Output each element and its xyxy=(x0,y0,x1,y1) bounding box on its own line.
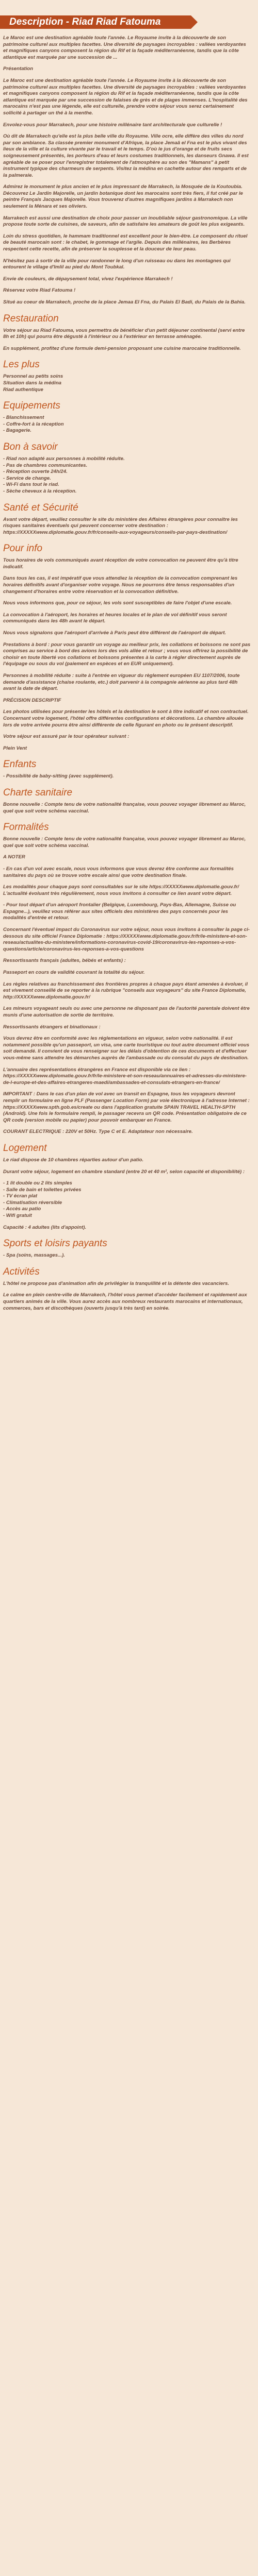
paragraph: Loin du stress quotidien, le hammam traditionnel est excellent pour le bien-être. Le composent du rituel de beauté marocain sont : le chabet, le gommage et l'argile. Depuis des millénaires, les Berbères respectent cette recette, afin de préserver la souplesse et la douceur de leur peau. xyxy=(3,233,248,252)
list-item: Situation dans la médina xyxy=(3,380,62,386)
section-plus xyxy=(3,359,251,393)
list-item: - Bagagerie. xyxy=(3,428,31,434)
list-item: - Accès au patio xyxy=(3,1206,41,1212)
section-sante xyxy=(3,502,251,536)
list-item: - Coffre-fort à la réception xyxy=(3,421,64,427)
paragraph: Dans tous les cas, il est impératif que vous attendiez la réception de la convocation comprenant les horaires définitifs avant d'organiser votre voyage. Nous ne pourrons être tenus responsables d'un changement d'horaires entre votre réservation et la convocation définitive. xyxy=(3,575,238,595)
paragraph: Les règles relatives au franchissement des frontières propres à chaque pays étant amenées à évoluer, il est vivement conseillé de se reporter à la rubrique "conseils aux voyageurs" du site France Diplomatie, http://XXXXXwww.diplomatie.gouv.fr/ xyxy=(3,981,248,1000)
paragraph: COURANT ELECTRIQUE : 220V et 50Hz. Type C et E. Adaptateur non nécessaire. xyxy=(3,1129,193,1135)
section-bonasavoir xyxy=(3,442,251,495)
paragraph: PRÉCISION DESCRIPTIF xyxy=(3,697,61,703)
paragraph: Les mineurs voyageant seuls ou avec une personne ne disposant pas de l'autorité parentale doivent être munis d'une autorisation de sortie de territoire. xyxy=(3,1006,250,1018)
paragraph: L'annuaire des représentations étrangères en France est disponible via ce lien : https://XXXXXwww.diplomatie.gouv.fr/fr/le-ministere-et-son-reseau/annuaires-et-adresses-du-ministere-de-l-europe-et-des-affaires-etrangeres-maedi/ambassades-et-consulats-etrangers-en-france/ xyxy=(3,1066,247,1086)
section-heading-formalites: Formalités xyxy=(3,822,49,833)
paragraph: Nous vous signalons que l'aéroport d'arrivée à Paris peut être différent de l'aéroport de départ. xyxy=(3,630,227,636)
list-item: - Sèche cheveux à la réception. xyxy=(3,488,77,494)
list-item: Riad authentique xyxy=(3,386,43,393)
list-item: - TV écran plat xyxy=(3,1193,38,1199)
paragraph: Vous devrez être en conformité avec les réglementations en vigueur, selon votre nationalité. Il est notamment possible qu'un passeport, un visa, une carte touristique ou tout autre document officiel vous soit demandé. Il convient de vous renseigner sur les délais d'obtention de ces documents et d'effectuer vous-même sans attendre les démarches auprès de l'ambassade ou du consulat du pays de destination. xyxy=(3,1036,250,1061)
paragraph: - Spa (soins, massages...). xyxy=(3,1252,65,1259)
paragraph: En supplément, profitez d'une formule demi-pension proposant une cuisine marocaine traditionnelle. xyxy=(3,345,241,351)
bullet-list xyxy=(3,1180,251,1219)
paragraph: Plein Vent xyxy=(3,745,27,751)
section-heading-equipements: Equipements xyxy=(3,400,60,412)
paragraph: Prestations à bord : pour vous garantir un voyage au meilleur prix, les collations et boissons ne sont pas comprises au service à bord des avions lors des vols allée et retour ; vous vous offrirez la possibilité de choisir en toute liberté vos collations et boissons présentes à la carte à régler directement auprès de l'équipage ou sous du vol (paiement en espèces et en EUR uniquement). xyxy=(3,641,251,667)
paragraph: Tous horaires de vols communiqués avant réception de votre convocation ne peuvent être qu'à titre indicatif. xyxy=(3,557,238,570)
list-item: - Réception ouverte 24h/24. xyxy=(3,469,68,475)
section-sports xyxy=(3,1238,251,1259)
section-activites xyxy=(3,1266,251,1312)
section-charte xyxy=(3,787,251,815)
paragraph: Où dit de Marrakech qu'elle est la plus belle ville du Royaume. Ville ocre, elle diffère des villes du nord par son ambiance. Sa classée premier monument d'Afrique, la place Jemaâ el Fna est le plus vivant des lieux de la ville et la culture vivante par le travail et le temps. D'où le jus d'orange et de fruits secs soigneusement présentés, les porteurs d'eau et leurs costumes traditionnels, les danseurs Gnawa. Il est agréable de se poser pour l'enregistrer totalement de l'atmosphère au son des "Mamans" à petit instrument typique des charmeurs de serpents. Visitez la médina en cachette autour des remparts et de la palmeraie. xyxy=(3,133,249,178)
paragraph: Situé au coeur de Marrakech, proche de la place Jemaa El Fna, du Palais El Badi, du Palais de la Bahia. xyxy=(3,299,246,305)
paragraph: Votre séjour est assuré par le tour opérateur suivant : xyxy=(3,734,130,740)
description-content xyxy=(3,35,251,1312)
paragraph: Envolez-vous pour Marrakech, pour une histoire millénaire tant architecturale que culturelle ! xyxy=(3,122,222,128)
paragraph: Capacité : 4 adultes (lits d'appoint). xyxy=(3,1224,87,1230)
list-item: - Pas de chambres communicantes. xyxy=(3,462,88,468)
list-item: Personnel au petits soins xyxy=(3,374,63,380)
list-item: - Salle de bain et toilettes privées xyxy=(3,1187,82,1193)
section-heading-sports: Sports et loisirs payants xyxy=(3,1238,107,1249)
paragraph: Ressortissants étrangers et binationaux : xyxy=(3,1024,101,1030)
paragraph: Les photos utilisées pour présenter les hôtels et la destination le sont à titre indicatif et non contractuel. Concernant votre logement, l'hôtel offre différentes configurations et décorations. La chambre allouée lors de votre arrivée pourra être ainsi différente de celle figurant en photo ou le présent descriptif. xyxy=(3,709,249,728)
paragraph: N'hésitez pas à sortir de la ville pour randonner le long d'un ruisseau ou dans les montagnes qui entourent le village d'Imlil au pied du Mont Toubkal. xyxy=(3,258,231,270)
section-logement xyxy=(3,1143,251,1231)
section-heading-restauration: Restauration xyxy=(3,313,59,324)
list-item: - Service de change. xyxy=(3,475,51,481)
bullet-list xyxy=(3,456,251,495)
section-heading-logement: Logement xyxy=(3,1142,47,1154)
section-heading-bonasavoir: Bon à savoir xyxy=(3,441,58,452)
section-heading-sante: Santé et Sécurité xyxy=(3,502,78,513)
section-equipements xyxy=(3,400,251,434)
paragraph: Le calme en plein centre-ville de Marrakech, l'hôtel vous permet d'accéder facilement et rapidement aux quartiers animés de la ville. Vous aurez accès aux nombreux restaurants marocains et internationaux, commerces, bars et discothèques (ouverts jusqu'à très tard) en soirée. xyxy=(3,1292,247,1311)
paragraph: L'hôtel ne propose pas d'animation afin de privilégier la tranquillité et la détente des vacanciers. xyxy=(3,1280,229,1286)
paragraph: Nous vous informons que, pour ce séjour, les vols sont susceptibles de faire l'objet d'une escale. xyxy=(3,600,232,606)
paragraph: Le riad dispose de 10 chambres réparties autour d'un patio. xyxy=(3,1157,144,1163)
paragraph: Bonne nouvelle : Compte tenu de votre nationalité française, vous pouvez voyager librement au Maroc, quel que soit votre schéma vaccinal. xyxy=(3,836,246,849)
paragraph: Envie de couleurs, de dépaysement total, vivez l'expérience Marrakech ! xyxy=(3,276,173,282)
list-item: - Climatisation réversible xyxy=(3,1199,62,1206)
section-enfants xyxy=(3,759,251,780)
paragraph: Les modalités pour chaque pays sont consultables sur le site https://XXXXXwww.diplomatie.gouv.fr/ L'actualité évoluant très régulièrement, nous vous invitons à consulter ce lien avant votre départ. xyxy=(3,884,239,896)
section-heading-charte: Charte sanitaire xyxy=(3,787,73,798)
paragraph: Présentation xyxy=(3,66,34,72)
list-item: - Riad non adapté aux personnes à mobilité réduite. xyxy=(3,455,125,462)
paragraph: Le Maroc est une destination agréable toute l'année. Le Royaume invite à la découverte de son patrimoine culturel aux multiples facettes. Une diversité de paysages incroyables : vallées verdoyantes et magnifiques canyons composent la région du Rif et la façade méditerranéenne, tandis que la côte atlantique est marquée par une succession de falaises de grès et de plages immenses. L'hospitalité des marocains n'est pas une légende, elle est culturelle, prendre votre séjour vous serez certainement sollicité à partager un thé à la menthe. xyxy=(3,77,248,116)
paragraph: Réservez votre Riad Fatouma ! xyxy=(3,287,76,294)
list-item: - 1 lit double ou 2 lits simples xyxy=(3,1180,72,1187)
paragraph: Votre séjour au Riad Fatouma, vous permettra de bénéficier d'un petit déjeuner continental (servi entre 8h et 10h) qui pourra être dégusté à l'intérieur ou à l'extérieur en terrasse aménagée. xyxy=(3,327,245,340)
paragraph: - En cas d'un vol avec escale, nous vous informons que vous devrez être conforme aux formalités sanitaires du pays où se trouve votre escale ainsi que votre destination finale. xyxy=(3,866,234,878)
paragraph: Avant votre départ, veuillez consulter le site du ministère des Affaires étrangères pour connaître les risques sanitaires éventuels qui peuvent concerner votre destination : https://XXXXXwww.diplomatie.gouv.fr/fr/conseils-aux-voyageurs/conseils-par-pays-destination/ xyxy=(3,516,238,535)
section-info xyxy=(3,543,251,752)
paragraph: - Pour tout départ d'un aéroport frontalier (Belgique, Luxembourg, Pays-Bas, Allemagne, Suisse ou Espagne...), veuillez vous référer aux sites officiels des ministères des pays concernés pour les modalités d'entrée et retour. xyxy=(3,902,236,921)
paragraph: A NOTER xyxy=(3,854,25,860)
paragraph: Marrakech est aussi une destination de choix pour passer un inoubliable séjour gastronomique. La ville propose toute sorte de cuisines, de saveurs, afin de satisfaire les amateurs de goût les plus exigeants. xyxy=(3,215,248,228)
section-heading-activites: Activités xyxy=(3,1266,40,1277)
paragraph: Personnes à mobilité réduite : suite à l'entrée en vigueur du règlement européen EU 1107/2006, toute demande d'assistance (chaise roulante, etc.) doit parvenir à la compagnie aérienne au plus tard 48h avant la date de départ. xyxy=(3,673,240,692)
paragraph: Ressortissants français (adultes, bébés et enfants) : xyxy=(3,958,126,964)
paragraph: - Possibilité de baby-sitting (avec supplément). xyxy=(3,773,114,779)
paragraph: IMPORTANT : Dans le cas d'un plan de vol avec un transit en Espagne, tous les voyageurs devront remplir un formulaire en ligne PLF (Passenger Location Form) par voie électronique à l'adresse Internet : https://XXXXXwww.spth.gob.es/create ou dans l'application gratuite SPAIN TRAVEL HEALTH-SPTH (Android). Une fois le formulaire rempli, le passager recevra un QR code. Présentation obligatoire de ce QR code (version mobile ou papier) pour pouvoir embarquer en France. xyxy=(3,1091,250,1123)
section-heading-info: Pour info xyxy=(3,543,43,554)
banner-arrow-shape xyxy=(191,15,198,29)
section-heading-plus: Les plus xyxy=(3,359,40,370)
list-item: - Blanchissement xyxy=(3,415,44,421)
bullet-list xyxy=(3,374,251,393)
list-item: - Wifi gratuit xyxy=(3,1213,32,1219)
page-title-banner: Description - Riad Riad Fatouma xyxy=(0,15,191,29)
paragraph: Passeport en cours de validité couvrant la totalité du séjour. xyxy=(3,970,145,976)
paragraph: Bonne nouvelle : Compte tenu de votre nationalité française, vous pouvez voyager librement au Maroc, quel que soit votre schéma vaccinal. xyxy=(3,801,246,814)
section-restauration xyxy=(3,313,251,352)
paragraph: Le Maroc est une destination agréable toute l'année. Le Royaume invite à la découverte de son patrimoine culturel aux multiples facettes. Une diversité de paysages incroyables : vallées verdoyantes et magnifiques canyons composent la région du Rif et la façade méditerranéenne, tandis que la côte atlantique est marquée par une succession de ... xyxy=(3,35,246,60)
list-item: - Wi-Fi dans tout le riad. xyxy=(3,482,59,488)
paragraph: La convocation à l'aéroport, les horaires et heures locales et le plan de vol définitif vous seront communiqués dans les 48h avant le départ. xyxy=(3,612,227,624)
section-heading-enfants: Enfants xyxy=(3,759,37,770)
paragraph: Concernant l'éventuel impact du Coronavirus sur votre séjour, nous vous invitons à consulter la page ci-dessous du site officiel France Diplomatie : https://XXXXXwww.diplomatie.gouv.fr/fr/le-ministere-et-son-reseau/actualites-du-ministere/informations-coronavirus-covid-19/coronavirus-les-reponses-a-vos-questions/article/coronavirus-les-reponses-a-vos-questions xyxy=(3,927,250,952)
paragraph: Admirez le monument le plus ancien et le plus impressant de Marrakech, la Mosquée de la Koutoubia. Découvrez Le Jardin Majorelle, un jardin botanique dont les marocains sont très fiers, il fut créé par le peintre Français Jacques Majorelle. Vous trouverez d'autres magnifiques jardins à Marrakech non seulement la Ménara et ses oliviers. xyxy=(3,184,243,210)
section-formalites xyxy=(3,822,251,1136)
section-description xyxy=(3,35,251,306)
paragraph: Durant votre séjour, logement en chambre standard (entre 20 et 40 m², selon capacité et disponibilité) : xyxy=(3,1168,245,1175)
bullet-list xyxy=(3,415,251,434)
